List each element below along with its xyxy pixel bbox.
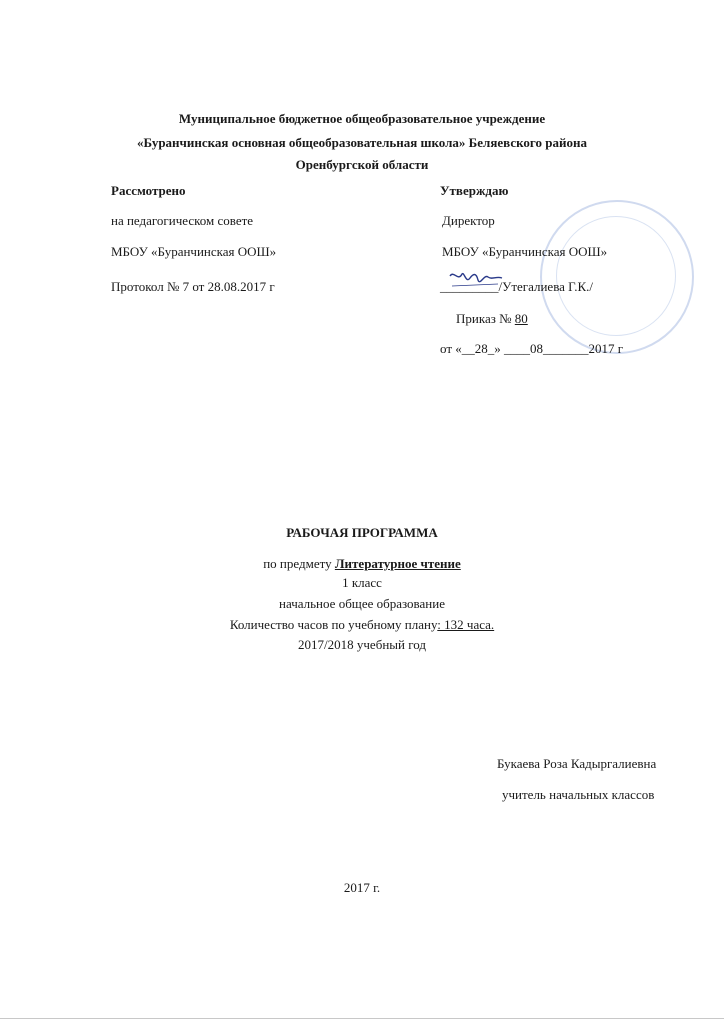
official-stamp-inner-ring — [556, 216, 676, 336]
hours-value: : 132 часа. — [437, 617, 495, 632]
considered-council: на педагогическом совете — [111, 213, 254, 228]
subject-name: Литературное чтение — [334, 556, 461, 571]
page-bottom-edge — [0, 1018, 724, 1019]
order-number: 80 — [514, 311, 528, 326]
approve-signature-line: _________/Утегалиева Г.К./ — [440, 279, 594, 294]
considered-title: Рассмотрено — [111, 183, 186, 198]
program-level: начальное общее образование — [279, 596, 445, 611]
author-position: учитель начальных классов — [502, 787, 655, 802]
header-line-1: Муниципальное бюджетное общеобразовательное учреждение — [178, 111, 546, 126]
considered-protocol: Протокол № 7 от 28.08.2017 г — [111, 279, 275, 294]
order-prefix: Приказ № — [456, 311, 515, 326]
program-year: 2017/2018 учебный год — [298, 637, 426, 652]
approve-title: Утверждаю — [440, 183, 509, 198]
header-line-3: Оренбургской области — [295, 157, 429, 172]
header-line-2: «Буранчинская основная общеобразовательная школа» Беляевского района — [137, 135, 587, 150]
author-name: Букаева Роза Кадыргалиевна — [497, 756, 657, 771]
approve-school: МБОУ «Буранчинская ООШ» — [442, 244, 608, 259]
footer-year: 2017 г. — [343, 880, 381, 895]
program-grade: 1 класс — [342, 575, 382, 590]
program-subject-line — [0, 556, 724, 572]
hours-prefix: Количество часов по учебному плану — [229, 617, 438, 632]
considered-school: МБОУ «Буранчинская ООШ» — [111, 244, 277, 259]
approve-position: Директор — [442, 213, 495, 228]
order-number-line — [456, 311, 528, 327]
subject-prefix: по предмету — [263, 556, 335, 571]
order-date: от «__28_» ____08_______2017 г — [440, 341, 624, 356]
official-stamp — [540, 200, 694, 354]
program-hours-line — [0, 617, 724, 633]
program-title: РАБОЧАЯ ПРОГРАММА — [286, 525, 438, 540]
